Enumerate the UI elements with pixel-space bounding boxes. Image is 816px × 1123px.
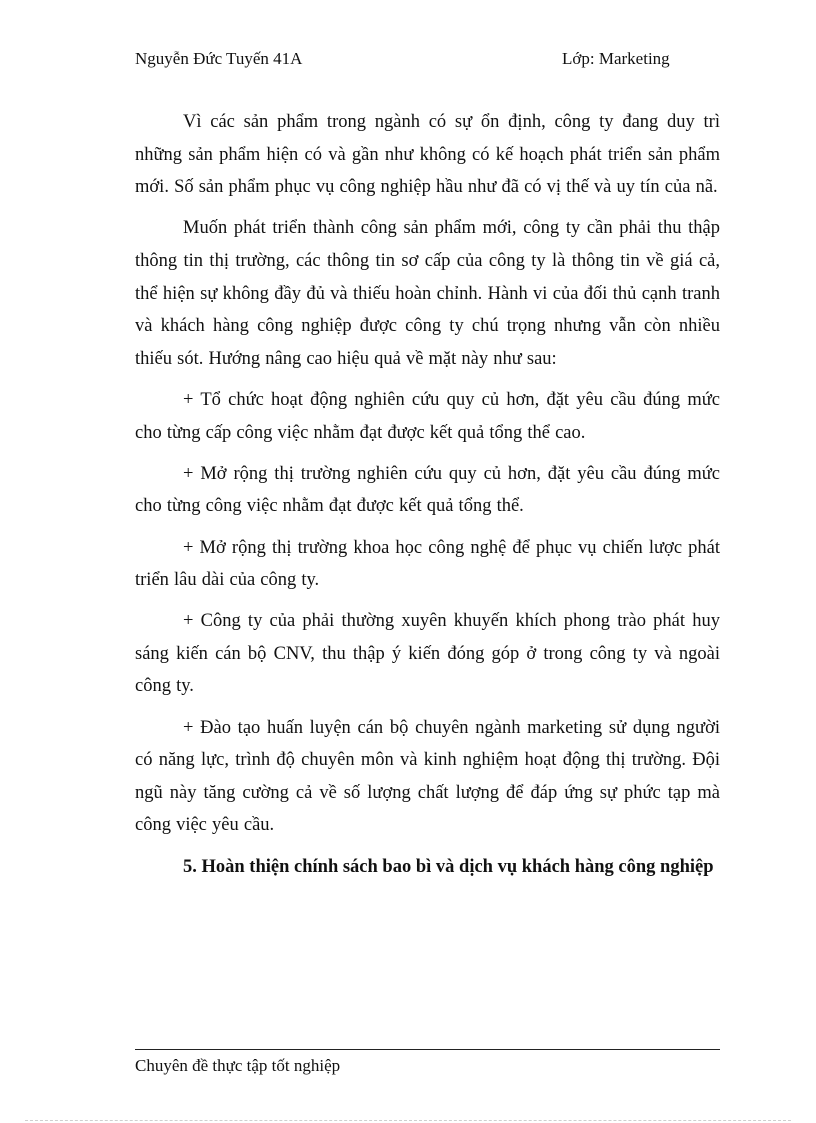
list-item-research-organization: + Tổ chức hoạt động nghiên cứu quy củ hơn, đặt yêu cầu đúng mức cho từng cấp công việc nhằm đạt được kết quả tổng thể cao. — [135, 389, 720, 443]
header-author: Nguyễn Đức Tuyến 41A — [135, 49, 303, 68]
paragraph-product-stability: Vì các sản phẩm trong ngành có sự ổn định, công ty đang duy trì những sản phẩm hiện có và gần như không có kế hoạch phát triển sản phẩm mới. Số sản phẩm phục vụ công nghiệp hầu như đã có vị thế và uy tín của nã. — [135, 112, 720, 198]
list-item-expand-research-market: + Mở rộng thị trường nghiên cứu quy củ hơn, đặt yêu cầu đúng mức cho từng công việc nhằm đạt được kết quả tổng thể. — [135, 463, 720, 517]
paragraph-market-information: Muốn phát triển thành công sản phẩm mới, công ty cần phải thu thập thông tin thị trường, các thông tin sơ cấp của công ty là thông tin về giá cả, thể hiện sự không đầy đủ và thiếu hoàn chỉnh. Hành vi của đối thủ cạnh tranh và khách hàng công nghiệp được công ty chú trọng nhưng vẫn còn nhiều thiếu sót. Hướng nâng cao hiệu quả về mặt này như sau: — [135, 218, 720, 369]
list-item-encourage-initiatives: + Công ty của phải thường xuyên khuyến khích phong trào phát huy sáng kiến cán bộ CNV, thu thập ý kiến đóng góp ở trong công ty và ngoài công ty. — [135, 611, 720, 697]
page-edge-divider — [25, 1120, 791, 1121]
footer-divider — [135, 1049, 720, 1050]
header-class: Lớp: Marketing — [562, 49, 670, 68]
section-heading: 5. Hoàn thiện chính sách bao bì và dịch vụ khách hàng công nghiệp — [183, 856, 714, 877]
list-item-technology-market: + Mở rộng thị trường khoa học công nghệ để phục vụ chiến lược phát triển lâu dài của công ty. — [135, 537, 720, 591]
list-item-marketing-training: + Đào tạo huấn luyện cán bộ chuyên ngành marketing sử dụng người có năng lực, trình độ chuyên môn và kinh nghiệm hoạt động thị trường. Đội ngũ này tăng cường cả về số lượng chất lượng để đáp ứng sự phức tạp mà công việc yêu cầu. — [135, 717, 720, 836]
document-body — [135, 106, 720, 883]
page-footer: Chuyên đề thực tập tốt nghiệp — [135, 1056, 341, 1075]
